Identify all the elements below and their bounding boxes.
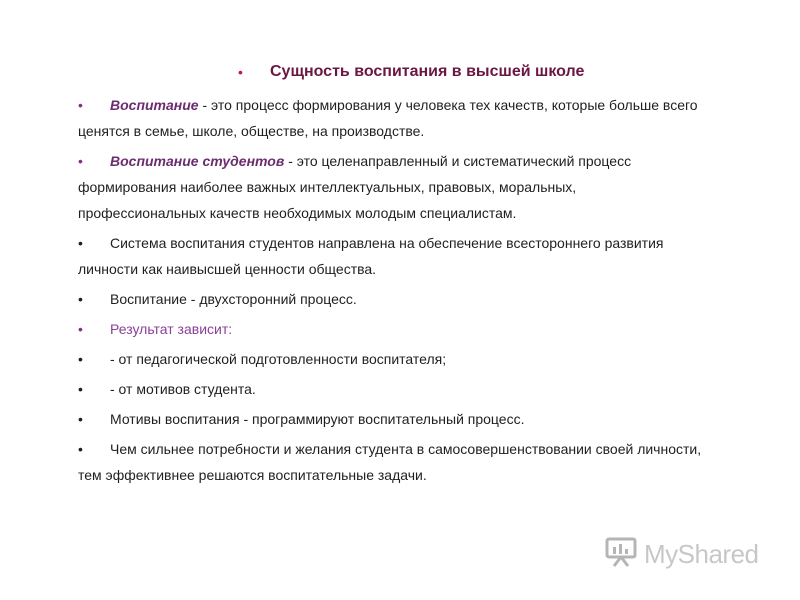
item-text-cont: личности как наивысшей ценности общества. xyxy=(78,261,377,277)
item-text: - это процесс формирования у человека тех качеств, которые больше всего xyxy=(198,97,698,113)
title-row xyxy=(238,60,658,84)
bullet-marker: • xyxy=(78,153,83,169)
item-text: Система воспитания студентов направлена на обеспечение всестороннего развития xyxy=(110,235,664,251)
item-text: - от мотивов студента. xyxy=(110,381,256,397)
item-text: Чем сильнее потребности и желания студента в самосовершенствовании своей личности, xyxy=(110,441,702,457)
bullet-marker: • xyxy=(78,321,83,337)
watermark xyxy=(604,534,764,574)
list-item xyxy=(78,230,753,282)
bullet-marker: • xyxy=(78,411,83,427)
bullet-marker: • xyxy=(78,291,83,307)
item-text: - это целенаправленный и систематический процесс xyxy=(284,153,632,169)
title-bullet: • xyxy=(238,64,243,80)
slide-title: Сущность воспитания в высшей школе xyxy=(270,63,585,80)
term: Воспитание студентов xyxy=(110,153,285,169)
bullet-list xyxy=(78,92,753,492)
bullet-marker: • xyxy=(78,351,83,367)
list-item xyxy=(78,286,753,312)
list-item xyxy=(78,436,753,488)
item-text: Результат зависит: xyxy=(110,321,233,337)
list-item xyxy=(78,316,753,342)
list-item xyxy=(78,148,753,226)
bullet-marker: • xyxy=(78,235,83,251)
term: Воспитание xyxy=(110,97,199,113)
item-text: Воспитание - двухсторонний процесс. xyxy=(110,291,357,307)
item-text: - от педагогической подготовленности воспитателя; xyxy=(110,351,447,367)
item-text-cont: формирования наиболее важных интеллектуальных, правовых, моральных, xyxy=(78,179,577,195)
list-item xyxy=(78,92,753,144)
bullet-marker: • xyxy=(78,97,83,113)
watermark-text: MyShared xyxy=(644,538,759,569)
list-item xyxy=(78,346,753,372)
item-text-cont: ценятся в семье, школе, обществе, на производстве. xyxy=(78,123,425,139)
item-text-cont: тем эффективнее решаются воспитательные задачи. xyxy=(78,467,427,483)
list-item xyxy=(78,376,753,402)
bullet-marker: • xyxy=(78,441,83,457)
item-text-cont: профессиональных качеств необходимых молодым специалистам. xyxy=(78,205,517,221)
list-item xyxy=(78,406,753,432)
presentation-board-icon xyxy=(604,535,638,574)
bullet-marker: • xyxy=(78,381,83,397)
item-text: Мотивы воспитания - программируют воспитательный процесс. xyxy=(110,411,525,427)
